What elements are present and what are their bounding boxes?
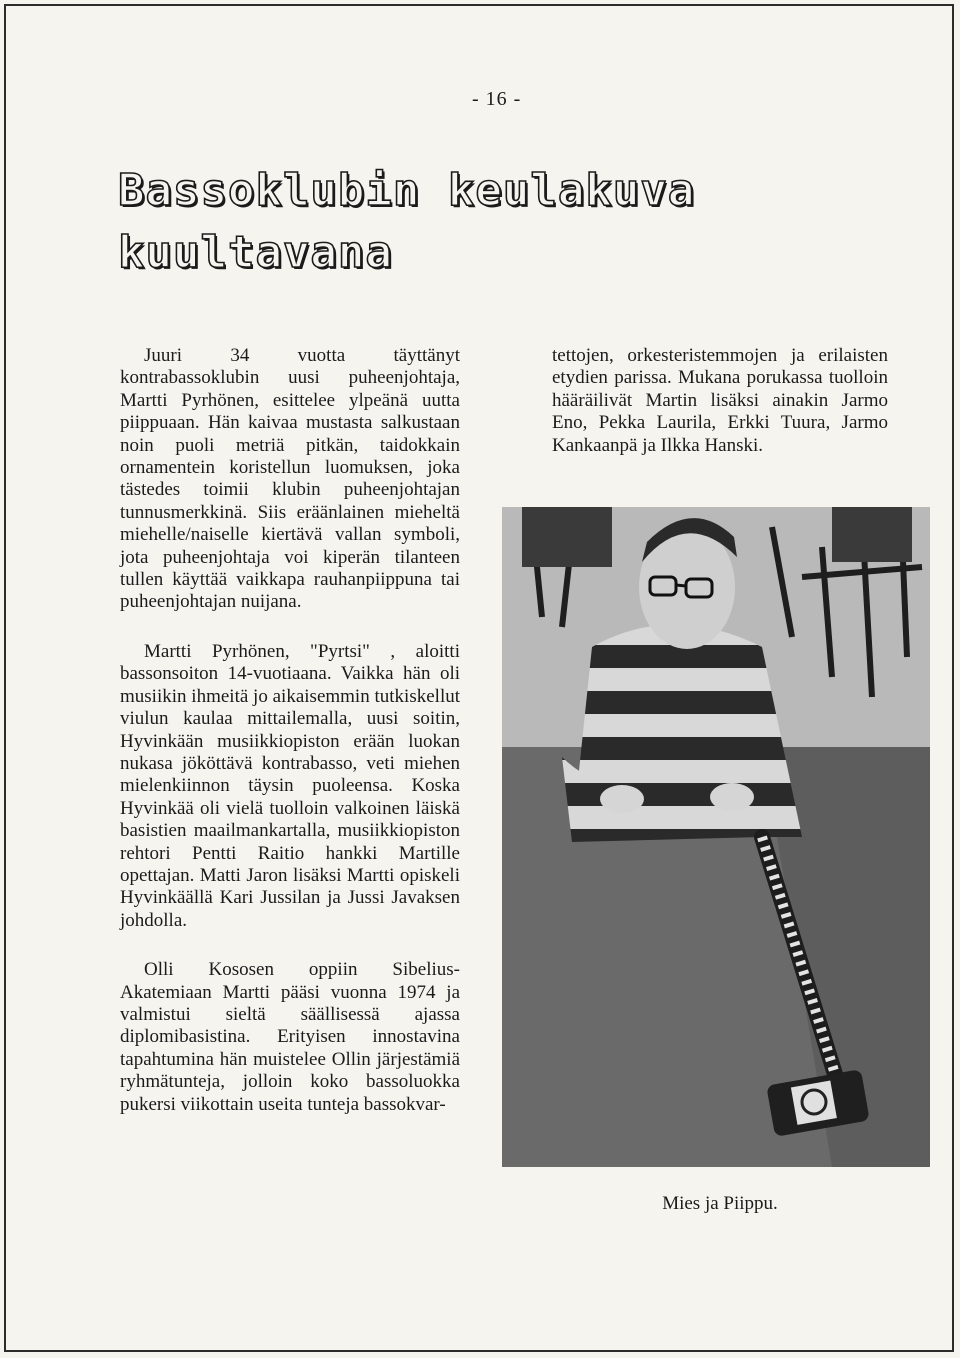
article-paragraph: Olli Kososen oppiin Sibelius-Akatemiaan Martti pääsi vuonna 1974 ja valmistui sieltä säällisessä ajassa diplomibasistina. Erityisen innostavina tapahtumina hän muistelee Ollin järjestämiä ryhmätunteja, jolloin koko bassoluokka pukersi viikottain useita tunteja bassokvar-: [120, 959, 460, 1115]
article-paragraph: tettojen, orkesteristemmojen ja erilaisten etydien parissa. Mukana porukassa tuolloin hääräilivät Martin lisäksi ainakin Jarmo Eno, Pekka Laurila, Erkki Tuura, Jarmo Kankaanpä ja Ilkka Hanski.: [552, 345, 888, 456]
photo-caption: Mies ja Piippu.: [662, 1193, 778, 1214]
article-paragraph: Martti Pyrhönen, "Pyrtsi" , aloitti bassonsoiton 14-vuotiaana. Vaikka hän oli musiikin ihmeitä jo aikaisemmin tutkiskellut viulun kaulaa mittailemalla, uusi soitin, Hyvinkään musiikkiopiston erään luokan nukasa jököttävä kontrabasso, veti miehen mielenkiinnon täysin puoleensa. Koska Hyvinkää oli vielä tuolloin valkoinen läiskä basistien maailmankartalla, musiikkiopiston rehtori Pentti Raitio hankki Martille opettajan. Matti Jaron lisäksi Martti opiskeli Hyvinkäällä Kari Jussilan ja Jussi Javaksen johdolla.: [120, 640, 460, 931]
page-number: - 16 -: [472, 88, 522, 110]
article-right-column: [552, 345, 888, 457]
article-photo: [502, 507, 930, 1167]
article-left-column: [120, 345, 460, 1143]
article-headline: Bassoklubin keulakuva kuultavana: [118, 165, 696, 278]
article-paragraph: Juuri 34 vuotta täyttänyt kontrabassoklubin uusi puheenjohtaja, Martti Pyrhönen, esittelee ylpeänä uutta piippuaan. Hän kaivaa mustasta salkustaan noin puoli metriä pitkän, taidokkain ornamentein koristellun luomuksen, joka tästedes toimii klubin puheenjohtajan tunnusmerkkinä. Siis eräänlainen mieheltä miehelle/naiselle kiertävä vallan symboli, jota puheenjohtaja voi kiperän tilanteen tullen käyttää vaikkapa rauhanpiippuna tai puheenjohtajan nuijana.: [120, 345, 460, 613]
photo-illustration: [502, 507, 930, 1167]
